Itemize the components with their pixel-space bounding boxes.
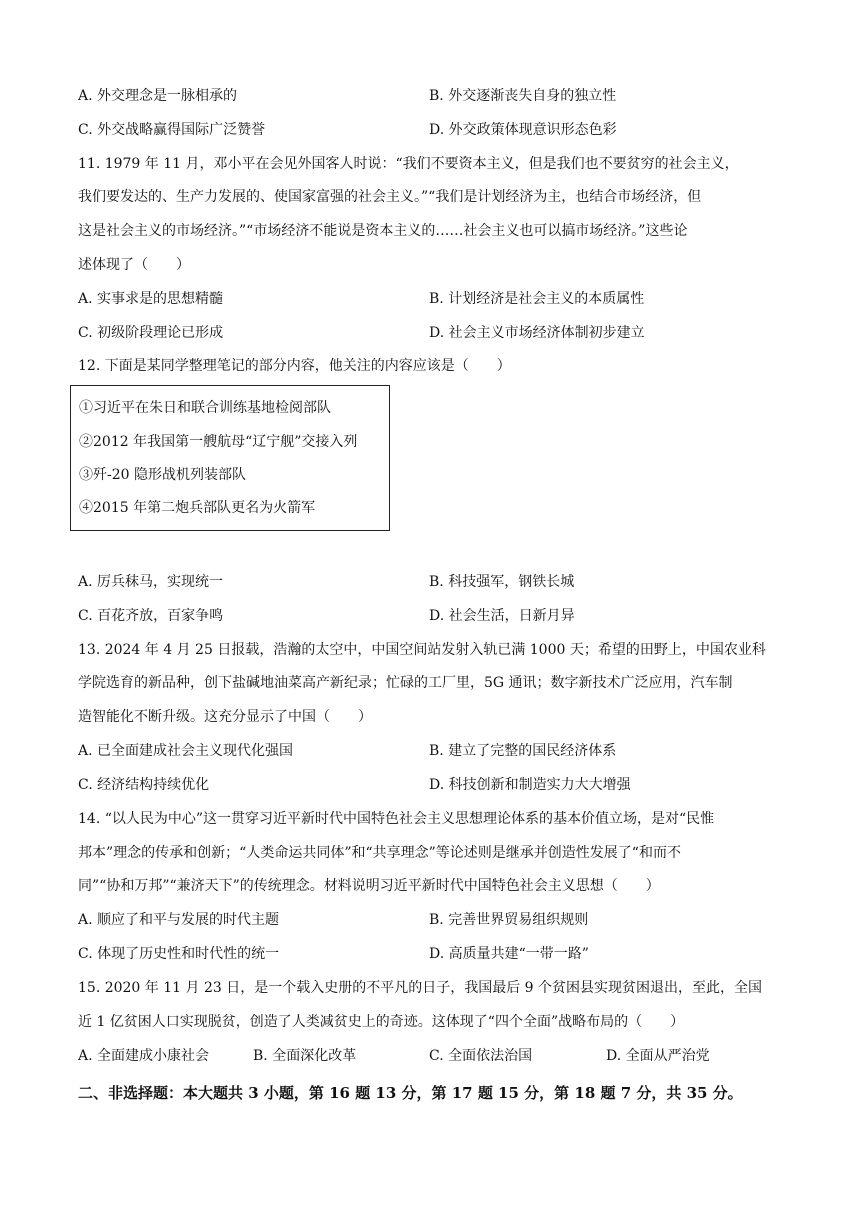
q14-option-a: A. 顺应了和平与发展的时代主题 [78, 912, 280, 928]
q10-option-a: A. 外交理念是一脉相承的 [78, 88, 238, 104]
q14-stem-line: 邦本”理念的传承和创新；“人类命运共同体”和“共享理念”等论述则是继承并创造性发展了“和而不 [78, 845, 681, 861]
q12-stem: 12. 下面是某同学整理笔记的部分内容，他关注的内容应该是（ ） [78, 358, 511, 374]
q13-stem-line: 造智能化不断升级。这充分显示了中国（ ） [78, 709, 372, 725]
q15-stem-line: 近 1 亿贫困人口实现脱贫，创造了人类减贫史上的奇迹。这体现了“四个全面”战略布局的（ ） [78, 1014, 685, 1030]
q12-note-item: ③歼-20 隐形战机列装部队 [79, 467, 246, 483]
q11-stem-line: 11. 1979 年 11 月，邓小平在会见外国客人时说：“我们不要资本主义，但是我们也不要贫穷的社会主义， [78, 156, 739, 172]
q11-option-a: A. 实事求是的思想精髓 [78, 291, 224, 307]
q11-option-c: C. 初级阶段理论已形成 [78, 325, 224, 341]
q15-option-c: C. 全面依法治国 [429, 1048, 533, 1064]
q12-option-b: B. 科技强军，钢铁长城 [429, 574, 575, 590]
q12-note-item: ②2012 年我国第一艘航母“辽宁舰”交接入列 [79, 434, 358, 450]
q15-option-a: A. 全面建成小康社会 [78, 1048, 210, 1064]
q13-option-c: C. 经济结构持续优化 [78, 777, 210, 793]
q14-stem-line: 同”“协和万邦”“兼济天下”的传统理念。材料说明习近平新时代中国特色社会主义思想（ ） [78, 878, 660, 894]
section-heading: 二、非选择题：本大题共 3 小题，第 16 题 13 分，第 17 题 15 分，第 18 题 7 分，共 35 分。 [78, 1084, 743, 1102]
q10-option-c: C. 外交战略赢得国际广泛赞誉 [78, 122, 266, 138]
q15-option-b: B. 全面深化改革 [253, 1048, 357, 1064]
q13-stem-line: 学院选育的新品种，创下盐碱地油菜高产新纪录；忙碌的工厂里，5G 通讯；数字新技术广泛应用，汽车制 [78, 675, 733, 691]
q15-stem-line: 15. 2020 年 11 月 23 日，是一个载入史册的不平凡的日子，我国最后 9 个贫困县实现贫困退出，至此，全国 [78, 980, 763, 996]
q11-stem-line: 这是社会主义的市场经济。”“市场经济不能说是资本主义的……社会主义也可以搞市场经济。”这些论 [78, 223, 688, 239]
q15-option-d: D. 全面从严治党 [606, 1048, 710, 1064]
q11-stem-line: 述体现了（ ） [78, 257, 190, 273]
q13-option-b: B. 建立了完整的国民经济体系 [429, 743, 617, 759]
q11-option-d: D. 社会主义市场经济体制初步建立 [429, 325, 645, 341]
q12-note-item: ④2015 年第二炮兵部队更名为火箭军 [79, 500, 316, 516]
q12-option-a: A. 厉兵秣马，实现统一 [78, 574, 224, 590]
q10-option-d: D. 外交政策体现意识形态色彩 [429, 122, 617, 138]
q11-option-b: B. 计划经济是社会主义的本质属性 [429, 291, 645, 307]
q11-stem-line: 我们要发达的、生产力发展的、使国家富强的社会主义。”“我们是计划经济为主，也结合市场经济，但 [78, 189, 702, 205]
q14-option-c: C. 体现了历史性和时代性的统一 [78, 946, 280, 962]
q10-option-b: B. 外交逐渐丧失自身的独立性 [429, 88, 617, 104]
q12-option-d: D. 社会生活，日新月异 [429, 608, 575, 624]
q13-option-a: A. 已全面建成社会主义现代化强国 [78, 743, 294, 759]
q14-option-d: D. 高质量共建“一带一路” [429, 946, 589, 962]
q13-option-d: D. 科技创新和制造实力大大增强 [429, 777, 631, 793]
q13-stem-line: 13. 2024 年 4 月 25 日报载，浩瀚的太空中，中国空间站发射入轨已满 1000 天；希望的田野上，中国农业科 [78, 642, 766, 658]
q12-option-c: C. 百花齐放，百家争鸣 [78, 608, 224, 624]
q12-note-item: ①习近平在朱日和联合训练基地检阅部队 [79, 400, 331, 416]
q12-notes-box [70, 385, 390, 531]
q14-stem-line: 14. “以人民为中心”这一贯穿习近平新时代中国特色社会主义思想理论体系的基本价值立场，是对“民惟 [78, 811, 715, 827]
q14-option-b: B. 完善世界贸易组织规则 [429, 912, 589, 928]
